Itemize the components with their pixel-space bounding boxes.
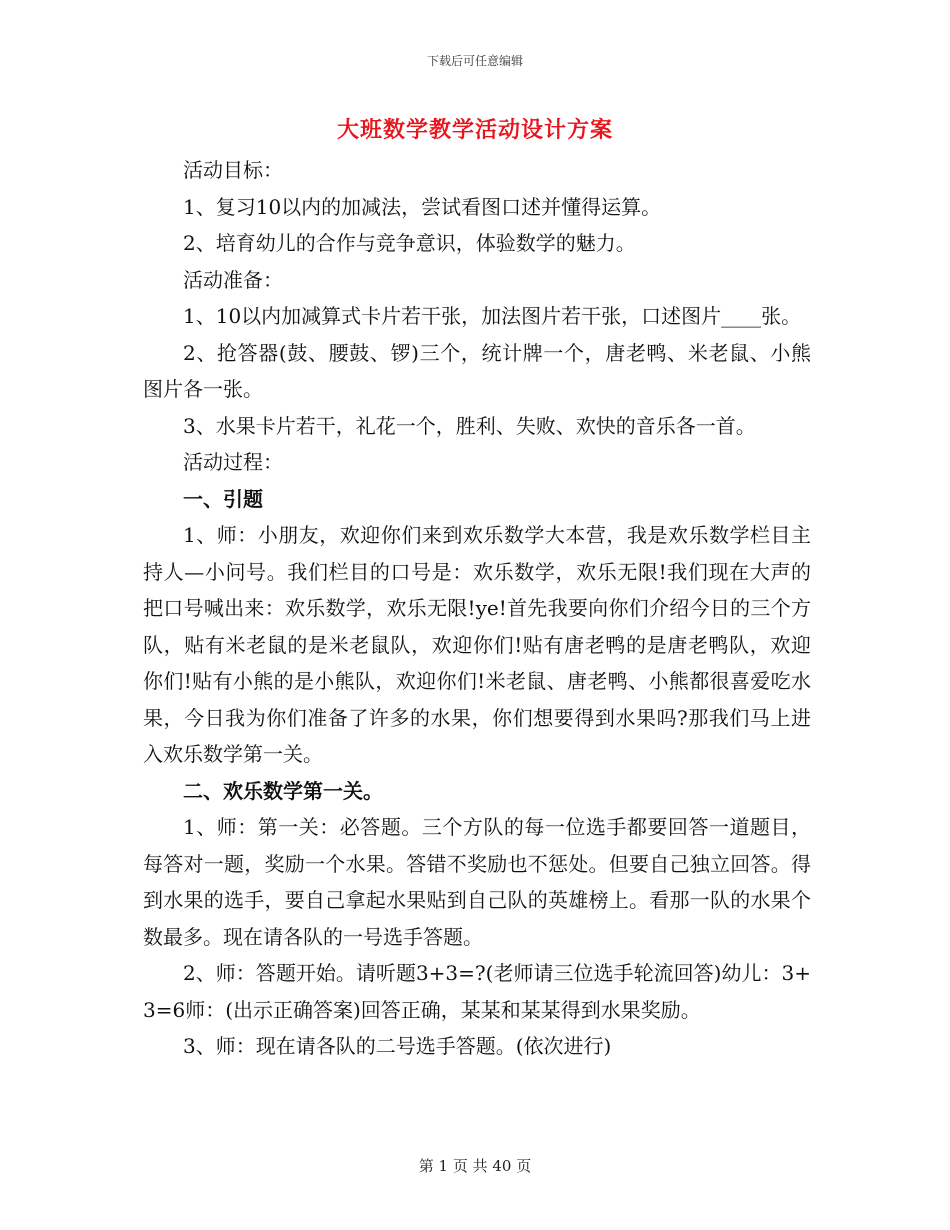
section-label-preparation: 活动准备：	[183, 267, 283, 292]
goal-item-1: 1、复习10以内的加减法，尝试看图口述并懂得运算。	[183, 194, 662, 219]
section-label-goals: 活动目标：	[183, 158, 283, 182]
preparation-item-3: 3、水果卡片若干，礼花一个，胜利、失败、欢快的音乐各一首。	[183, 413, 756, 438]
heading-level-one: 二、欢乐数学第一关。	[183, 778, 383, 803]
page-number: 第 1 页 共 40 页	[418, 1157, 532, 1175]
page-header-note: 下载后可任意编辑	[426, 54, 523, 68]
heading-introduction: 一、引题	[183, 486, 263, 511]
level-one-item-2: 2、师：答题开始。请听题3+3=?(老师请三位选手轮流回答)幼儿：3+3=6师：(出示正确答案)回答正确，某某和某某得到水果奖励。	[143, 961, 811, 1022]
section-label-process: 活动过程：	[183, 450, 283, 474]
level-one-item-1: 1、师：第一关：必答题。三个方队的每一位选手都要回答一道题目，每答对一题，奖励一个水果。答错不奖励也不惩处。但要自己独立回答。得到水果的选手，要自己拿起水果贴到自己队的英雄榜上。看那一队的水果个数最多。现在请各队的一号选手答题。	[143, 815, 811, 949]
preparation-item-1: 1、10以内加减算式卡片若干张，加法图片若干张，口述图片____张。	[183, 304, 802, 328]
level-one-item-3: 3、师：现在请各队的二号选手答题。(依次进行)	[183, 1034, 612, 1058]
goal-item-2: 2、培育幼儿的合作与竞争意识，体验数学的魅力。	[183, 231, 636, 255]
intro-paragraph: 1、师：小朋友，欢迎你们来到欢乐数学大本营，我是欢乐数学栏目主持人—小问号。我们栏目的口号是：欢乐数学，欢乐无限!我们现在大声的把口号喊出来：欢乐数学，欢乐无限!ye!首先我要向你们介绍今日的三个方队，贴有米老鼠的是米老鼠队，欢迎你们!贴有唐老鸭的是唐老鸭队，欢迎你们!贴有小熊的是小熊队，欢迎你们!米老鼠、唐老鸭、小熊都很喜爱吃水果，今日我为你们准备了许多的水果，你们想要得到水果吗?那我们马上进入欢乐数学第一关。	[143, 523, 811, 766]
preparation-item-2: 2、抢答器(鼓、腰鼓、锣)三个，统计牌一个，唐老鸭、米老鼠、小熊图片各一张。	[143, 340, 811, 401]
document-body	[143, 152, 811, 1065]
document-title: 大班数学教学活动设计方案	[336, 117, 613, 143]
